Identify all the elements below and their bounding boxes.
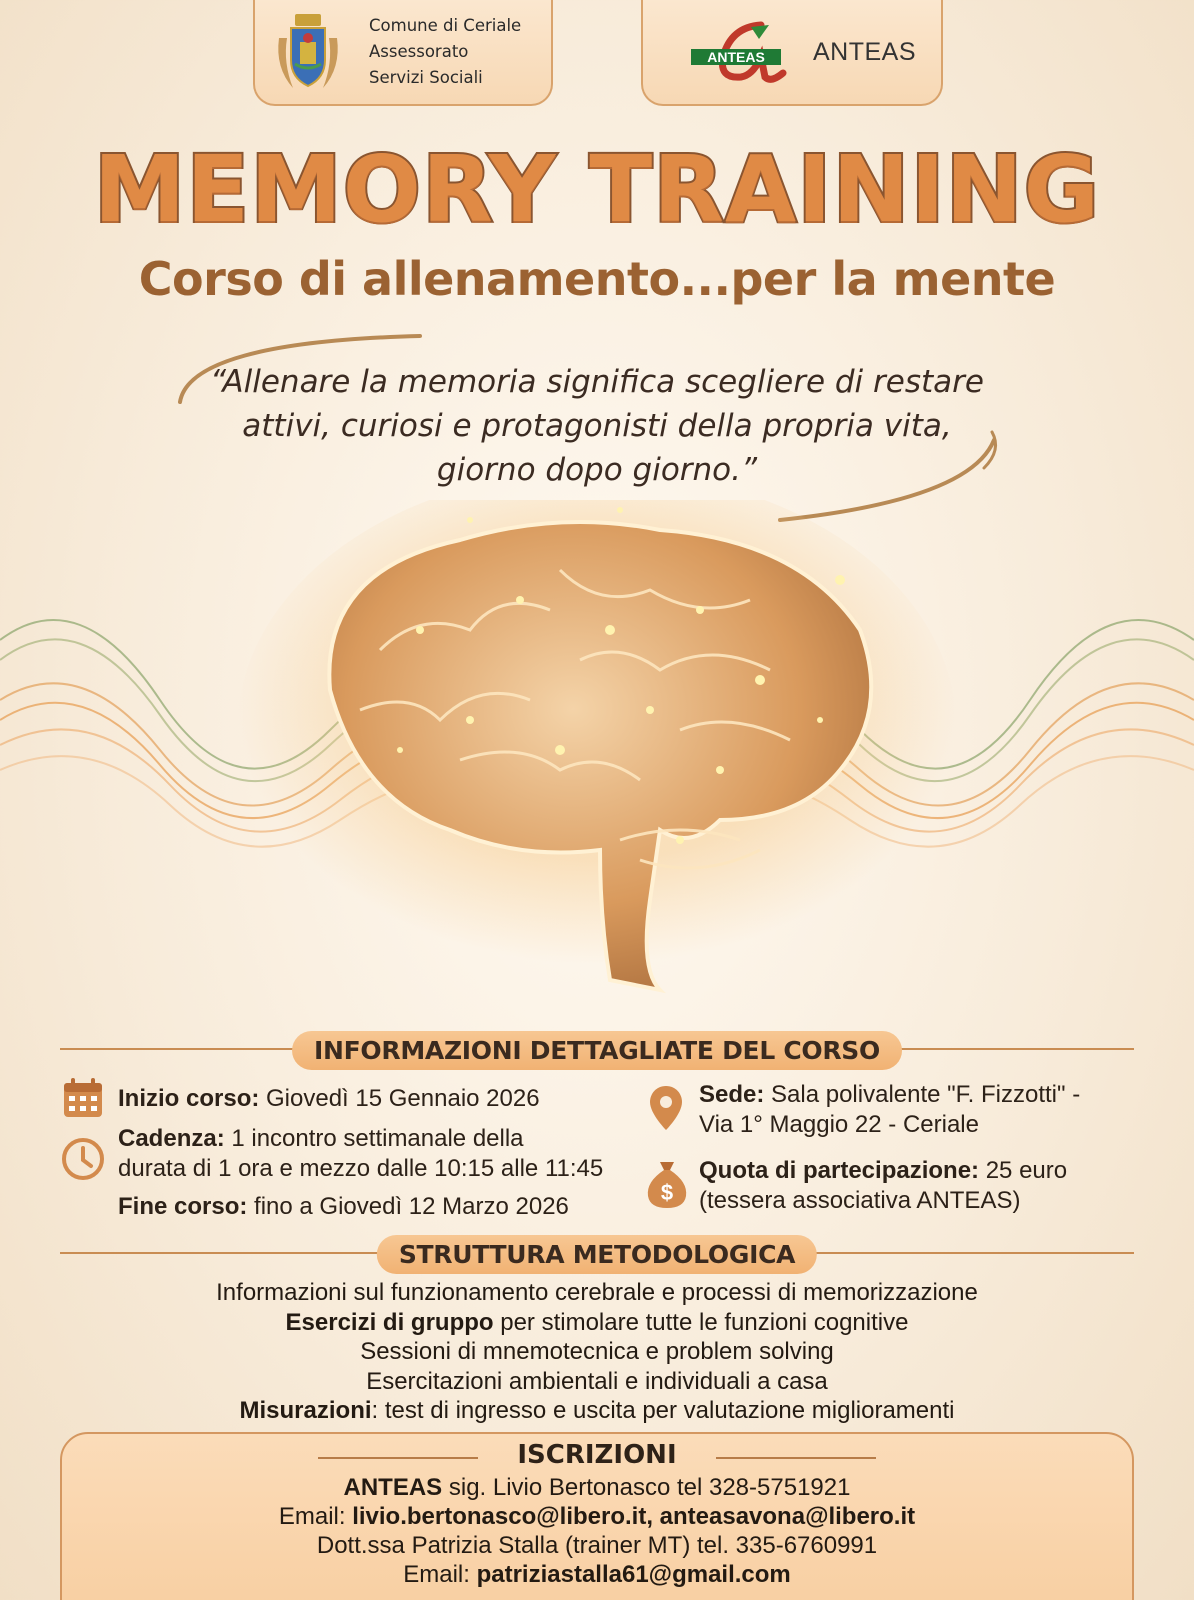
quota-value-1: 25 euro	[979, 1157, 1068, 1184]
fine-label: Fine corso:	[118, 1193, 248, 1220]
cadenza-value-1: 1 incontro settimanale della	[224, 1125, 524, 1152]
sede	[699, 1080, 1080, 1140]
struttura-line-2-rest: per stimolare tutte le funzioni cognitive	[493, 1308, 909, 1336]
location-pin-icon	[648, 1084, 684, 1132]
struttura-line-2	[0, 1308, 1194, 1338]
quote-line-3: giorno dopo giorno.”	[436, 452, 758, 488]
anteas-header-box	[641, 0, 943, 106]
money-bag-icon-symbol: $	[660, 1180, 674, 1205]
sede-value-2: Via 1° Maggio 22 - Ceriale	[699, 1111, 979, 1138]
quote-line-1: “Allenare la memoria significa scegliere di restare	[210, 364, 984, 400]
iscrizioni-line-1-rest: sig. Livio Bertonasco tel 328-5751921	[442, 1474, 851, 1501]
iscrizioni-line-2-label: Email:	[278, 1503, 353, 1530]
quote-line-2: attivi, curiosi e protagonisti della propria vita,	[242, 408, 952, 444]
iscrizioni-line-3: Dott.ssa Patrizia Stalla (trainer MT) tel. 335-6760991	[316, 1532, 878, 1559]
struttura-line-1: Informazioni sul funzionamento cerebrale e processi di memorizzazione	[216, 1279, 978, 1306]
email-link-trainer[interactable]: patriziastalla61@gmail.com	[476, 1561, 791, 1588]
assessorato-label: Assessorato	[369, 42, 469, 61]
cadenza-label: Cadenza:	[118, 1125, 225, 1152]
info-banner: INFORMAZIONI DETTAGLIATE DEL CORSO	[292, 1031, 902, 1070]
struttura-line-4: Esercitazioni ambientali e individuali a casa	[366, 1367, 828, 1395]
iscrizioni-title: ISCRIZIONI	[517, 1440, 677, 1470]
iscrizioni-contacts	[0, 1473, 1194, 1589]
struttura-line-5	[0, 1396, 1194, 1426]
motivational-quote	[0, 360, 1194, 492]
iscrizioni-line-2	[0, 1502, 1194, 1531]
iscrizioni-line-4-label: Email:	[403, 1561, 477, 1588]
inizio-value: Giovedì 15 Gennaio 2026	[259, 1085, 540, 1112]
anteas-logo-icon	[691, 17, 801, 87]
money-bag-icon	[644, 1158, 690, 1210]
struttura-list	[0, 1278, 1194, 1426]
struttura-line-2-bold: Esercizi di gruppo	[285, 1308, 494, 1336]
inizio-label: Inizio corso:	[118, 1085, 260, 1112]
sede-value-1: Sala polivalente "F. Fizzotti" -	[764, 1081, 1081, 1108]
cadenza	[118, 1124, 603, 1184]
page-subtitle: Corso di allenamento...per la mente	[138, 252, 1056, 306]
fine-value: fino a Giovedì 12 Marzo 2026	[247, 1193, 569, 1220]
anteas-label: ANTEAS	[813, 37, 917, 66]
sede-label: Sede:	[699, 1081, 765, 1108]
inizio-corso	[118, 1084, 540, 1114]
comune-header-box	[253, 0, 553, 106]
struttura-line-5-rest: : test di ingresso e uscita per valutazione miglioramenti	[371, 1397, 955, 1424]
comune-crest-icon	[273, 8, 343, 96]
iscrizioni-line-1	[0, 1473, 1194, 1502]
anteas-logo-text: ANTEAS	[707, 49, 765, 65]
brain-illustration	[0, 500, 1194, 1020]
clock-icon	[60, 1136, 106, 1182]
iscrizioni-line-1-bold: ANTEAS	[343, 1474, 443, 1501]
servizi-sociali-label: Servizi Sociali	[369, 68, 483, 87]
fine-corso	[118, 1192, 569, 1222]
calendar-icon	[61, 1076, 105, 1120]
quota-label: Quota di partecipazione:	[699, 1157, 980, 1184]
comune-name: Comune di Ceriale	[369, 16, 522, 35]
quota-value-2: (tessera associativa ANTEAS)	[699, 1187, 1021, 1214]
struttura-banner: STRUTTURA METODOLOGICA	[377, 1235, 817, 1274]
page-title: MEMORY TRAINING	[93, 136, 1101, 243]
quota	[699, 1156, 1067, 1216]
email-links-anteas[interactable]: livio.bertonasco@libero.it, anteasavona@libero.it	[352, 1503, 916, 1530]
struttura-line-3: Sessioni di mnemotecnica e problem solving	[360, 1338, 834, 1365]
struttura-line-5-bold: Misurazioni	[239, 1397, 372, 1424]
iscrizioni-line-4	[0, 1560, 1194, 1589]
cadenza-value-2: durata di 1 ora e mezzo dalle 10:15 alle 11:45	[118, 1155, 604, 1182]
